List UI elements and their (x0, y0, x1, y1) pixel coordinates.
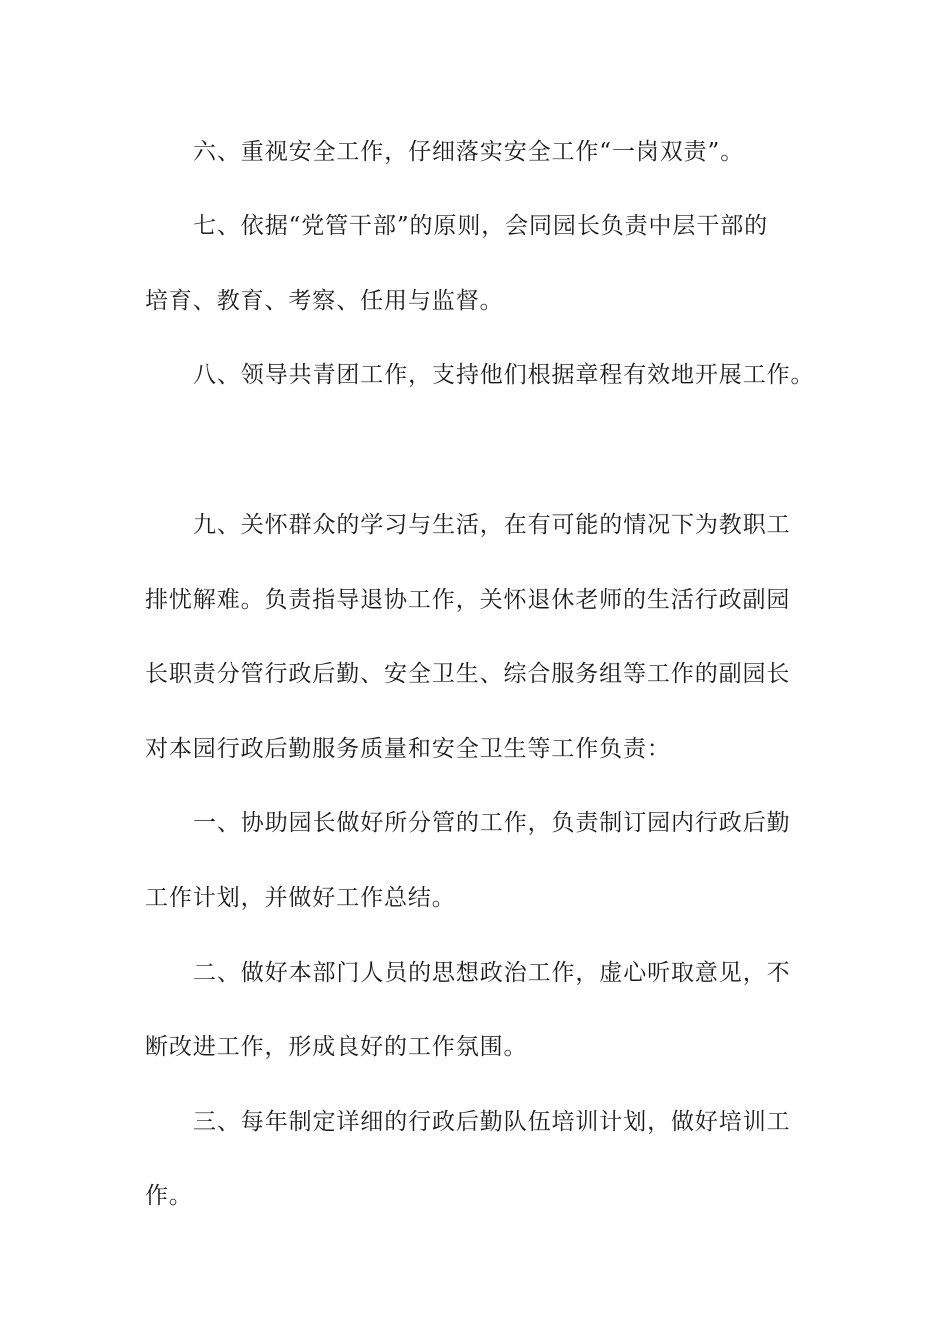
paragraph-line: 断改进工作，形成良好的工作氛围。 (145, 1034, 528, 1060)
paragraph-line: 九、关怀群众的学习与生活，在有可能的情况下为教职工 (193, 512, 791, 538)
paragraph-line: 二、做好本部门人员的思想政治工作，虚心听取意见，不 (193, 960, 791, 986)
paragraph-line: 排忧解难。负责指导退协工作，关怀退休老师的生活行政副园 (145, 587, 791, 613)
paragraph-line: 八、领导共青团工作，支持他们根据章程有效地开展工作。 (193, 362, 815, 388)
paragraph-line: 六、重视安全工作，仔细落实安全工作“一岗双责”。 (193, 139, 745, 165)
paragraph-line: 培育、教育、考察、任用与监督。 (145, 288, 504, 314)
paragraph-line: 一、协助园长做好所分管的工作，负责制订园内行政后勤 (193, 810, 791, 836)
paragraph-line: 三、每年制定详细的行政后勤队伍培训计划，做好培训工 (193, 1109, 791, 1135)
paragraph-line: 七、依据“党管干部”的原则，会同园长负责中层干部的 (193, 213, 769, 239)
paragraph-line: 工作计划，并做好工作总结。 (145, 885, 456, 911)
paragraph-line: 长职责分管行政后勤、安全卫生、综合服务组等工作的副园长 (145, 661, 791, 687)
paragraph-line: 对本园行政后勤服务质量和安全卫生等工作负责： (145, 736, 671, 762)
paragraph-line: 作。 (145, 1183, 193, 1209)
